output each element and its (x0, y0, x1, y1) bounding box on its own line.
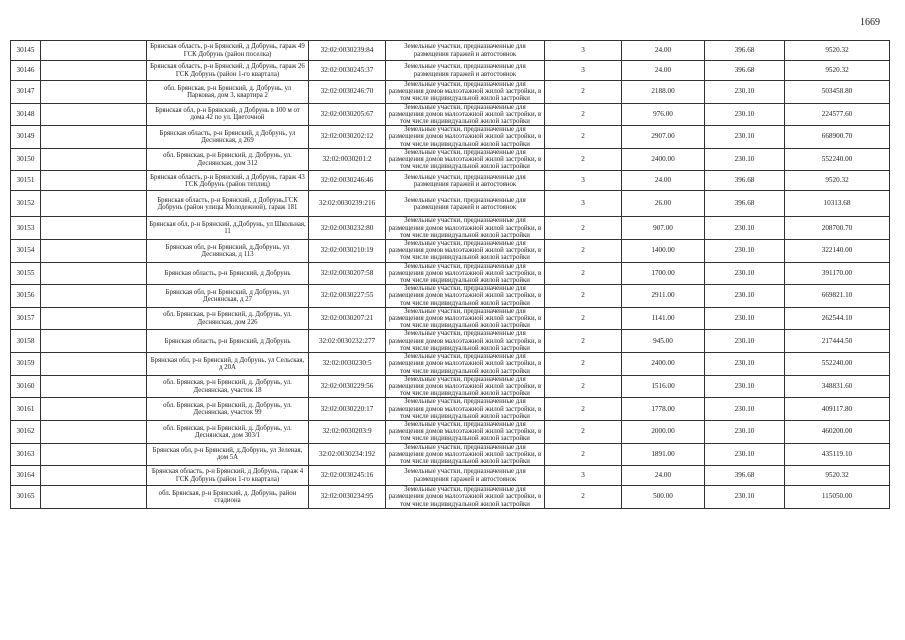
land-use-cell: Земельные участки, предназначенные для размещения домов малоэтажной жилой застройки, в том числе индивидуальной жилой застройки (386, 443, 545, 466)
spacer-cell (41, 41, 147, 61)
group-number-cell: 3 (545, 41, 622, 61)
cadastral-number-cell: 32:02:0030207:21 (309, 307, 386, 330)
group-number-cell: 2 (545, 217, 622, 240)
cadastral-number-cell: 32:02:0030220:17 (309, 398, 386, 421)
spacer-cell (41, 420, 147, 443)
spacer-cell (41, 262, 147, 285)
specific-value-cell: 230.10 (705, 443, 785, 466)
cadastral-value-cell: 217444.50 (785, 330, 890, 353)
area-cell: 1141.00 (622, 307, 705, 330)
cadastral-value-cell: 9520.32 (785, 171, 890, 191)
spacer-cell (41, 486, 147, 509)
spacer-cell (41, 375, 147, 398)
address-cell: обл. Брянская, р-н Брянский, д. Добрунь, ул. Деснянская, дом 312 (147, 148, 309, 171)
table-row (11, 262, 890, 285)
group-number-cell: 3 (545, 191, 622, 217)
land-use-cell: Земельные участки, предназначенные для размещения домов малоэтажной жилой застройки, в том числе индивидуальной жилой застройки (386, 217, 545, 240)
row-number-cell: 30151 (11, 171, 41, 191)
area-cell: 1778.00 (622, 398, 705, 421)
address-cell: Брянская область, р-н Брянский, д Добрунь, гараж 43 ГСК Добрунь (район теплиц) (147, 171, 309, 191)
specific-value-cell: 396.68 (705, 191, 785, 217)
specific-value-cell: 230.10 (705, 285, 785, 308)
cadastral-number-cell: 32:02:0030205:67 (309, 103, 386, 126)
land-use-cell: Земельные участки, предназначенные для размещения домов малоэтажной жилой застройки, в том числе индивидуальной жилой застройки (386, 148, 545, 171)
address-cell: обл. Брянская, р-н Брянский, д. Добрунь, ул. Деснянская, дом 226 (147, 307, 309, 330)
cadastral-number-cell: 32:02:0030201:2 (309, 148, 386, 171)
specific-value-cell: 230.10 (705, 262, 785, 285)
spacer-cell (41, 103, 147, 126)
area-cell: 24.00 (622, 61, 705, 81)
row-number-cell: 30160 (11, 375, 41, 398)
table-row (11, 398, 890, 421)
cadastral-number-cell: 32:02:0030239:84 (309, 41, 386, 61)
cadastral-value-cell: 552240.00 (785, 353, 890, 376)
cadastral-value-cell: 669821.10 (785, 285, 890, 308)
land-use-cell: Земельные участки, предназначенные для размещения домов малоэтажной жилой застройки, в том числе индивидуальной жилой застройки (386, 398, 545, 421)
group-number-cell: 2 (545, 285, 622, 308)
cadastral-value-cell: 262544.10 (785, 307, 890, 330)
cadastral-number-cell: 32:02:0030232:80 (309, 217, 386, 240)
land-use-cell: Земельные участки, предназначенные для размещения домов малоэтажной жилой застройки, в том числе индивидуальной жилой застройки (386, 307, 545, 330)
spacer-cell (41, 126, 147, 149)
area-cell: 2188.00 (622, 81, 705, 104)
specific-value-cell: 230.10 (705, 148, 785, 171)
spacer-cell (41, 217, 147, 240)
address-cell: обл. Брянская, р-н Брянский, д. Добрунь, ул. Деснянская, участок 18 (147, 375, 309, 398)
cadastral-number-cell: 32:02:0030210:19 (309, 240, 386, 263)
specific-value-cell: 396.68 (705, 41, 785, 61)
row-number-cell: 30156 (11, 285, 41, 308)
address-cell: Брянская область, р-н Брянский, д Добрунь, ул Деснянская, д 269 (147, 126, 309, 149)
specific-value-cell: 230.10 (705, 398, 785, 421)
area-cell: 2907.00 (622, 126, 705, 149)
area-cell: 1400.00 (622, 240, 705, 263)
area-cell: 24.00 (622, 41, 705, 61)
cadastral-number-cell: 32:02:0030229:56 (309, 375, 386, 398)
area-cell: 24.00 (622, 171, 705, 191)
group-number-cell: 2 (545, 330, 622, 353)
specific-value-cell: 230.10 (705, 217, 785, 240)
cadastral-value-cell: 115050.00 (785, 486, 890, 509)
area-cell: 1516.00 (622, 375, 705, 398)
specific-value-cell: 230.10 (705, 103, 785, 126)
cadastral-value-cell: 503458.80 (785, 81, 890, 104)
area-cell: 2911.00 (622, 285, 705, 308)
spacer-cell (41, 240, 147, 263)
table-row (11, 466, 890, 486)
area-cell: 945.00 (622, 330, 705, 353)
specific-value-cell: 230.10 (705, 486, 785, 509)
spacer-cell (41, 307, 147, 330)
cadastral-value-cell: 322140.00 (785, 240, 890, 263)
row-number-cell: 30159 (11, 353, 41, 376)
row-number-cell: 30158 (11, 330, 41, 353)
specific-value-cell: 230.10 (705, 330, 785, 353)
table-body (11, 41, 890, 509)
area-cell: 907.00 (622, 217, 705, 240)
land-use-cell: Земельные участки, предназначенные для размещения домов малоэтажной жилой застройки, в том числе индивидуальной жилой застройки (386, 81, 545, 104)
row-number-cell: 30161 (11, 398, 41, 421)
table-row (11, 240, 890, 263)
row-number-cell: 30162 (11, 420, 41, 443)
row-number-cell: 30153 (11, 217, 41, 240)
cadastral-value-cell: 435119.10 (785, 443, 890, 466)
table-row (11, 126, 890, 149)
address-cell: Брянская обл, р-н Брянский, д Добрунь, ул Сельская, д 20А (147, 353, 309, 376)
land-use-cell: Земельные участки, предназначенные для размещения гаражей и автостоянок (386, 191, 545, 217)
table-row (11, 148, 890, 171)
land-use-cell: Земельные участки, предназначенные для размещения домов малоэтажной жилой застройки, в том числе индивидуальной жилой застройки (386, 375, 545, 398)
table-row (11, 171, 890, 191)
cadastral-number-cell: 32:02:0030202:12 (309, 126, 386, 149)
cadastral-value-cell: 9520.32 (785, 41, 890, 61)
cadastral-number-cell: 32:02:0030227:55 (309, 285, 386, 308)
row-number-cell: 30152 (11, 191, 41, 217)
area-cell: 976.00 (622, 103, 705, 126)
specific-value-cell: 230.10 (705, 353, 785, 376)
table-row (11, 41, 890, 61)
specific-value-cell: 230.10 (705, 420, 785, 443)
land-use-cell: Земельные участки, предназначенные для размещения гаражей и автостоянок (386, 466, 545, 486)
cadastral-value-cell: 409117.80 (785, 398, 890, 421)
table-row (11, 420, 890, 443)
specific-value-cell: 230.10 (705, 307, 785, 330)
specific-value-cell: 230.10 (705, 81, 785, 104)
spacer-cell (41, 81, 147, 104)
cadastral-number-cell: 32:02:0030246:46 (309, 171, 386, 191)
address-cell: Брянская обл, р-н Брянский, д Добрунь в 100 м от дома 42 по ул. Цветочной (147, 103, 309, 126)
cadastral-value-table (10, 40, 890, 509)
land-use-cell: Земельные участки, предназначенные для размещения домов малоэтажной жилой застройки, в том числе индивидуальной жилой застройки (386, 330, 545, 353)
area-cell: 2400.00 (622, 353, 705, 376)
cadastral-number-cell: 32:02:0030203:9 (309, 420, 386, 443)
row-number-cell: 30145 (11, 41, 41, 61)
cadastral-number-cell: 32:02:0030246:70 (309, 81, 386, 104)
cadastral-value-cell: 224577.60 (785, 103, 890, 126)
spacer-cell (41, 61, 147, 81)
row-number-cell: 30149 (11, 126, 41, 149)
cadastral-value-cell: 208700.70 (785, 217, 890, 240)
row-number-cell: 30154 (11, 240, 41, 263)
address-cell: обл. Брянская, р-н Брянский, д. Добрунь, ул. Деснянская, дом 303/1 (147, 420, 309, 443)
group-number-cell: 2 (545, 126, 622, 149)
address-cell: Брянская обл, р-н Брянский, д.Добрунь, ул Деснянская, д 113 (147, 240, 309, 263)
group-number-cell: 2 (545, 307, 622, 330)
group-number-cell: 3 (545, 61, 622, 81)
group-number-cell: 3 (545, 466, 622, 486)
cadastral-value-cell: 10313.68 (785, 191, 890, 217)
cadastral-value-cell: 9520.32 (785, 466, 890, 486)
cadastral-value-cell: 391170.00 (785, 262, 890, 285)
cadastral-number-cell: 32:02:0030245:16 (309, 466, 386, 486)
group-number-cell: 2 (545, 81, 622, 104)
table-row (11, 61, 890, 81)
page-number: 1669 (860, 17, 880, 28)
address-cell: обл. Брянская, р-н Брянский, д. Добрунь, ул. Деснянская, участок 99 (147, 398, 309, 421)
specific-value-cell: 230.10 (705, 126, 785, 149)
address-cell: Брянская обл, р-н Брянский, д.Добрунь, ул Зеленая, дом 5А (147, 443, 309, 466)
group-number-cell: 2 (545, 398, 622, 421)
spacer-cell (41, 353, 147, 376)
cadastral-value-cell: 552240.00 (785, 148, 890, 171)
table-row (11, 486, 890, 509)
address-cell: Брянская область, р-н Брянский, д Добрунь, гараж 26 ГСК Добрунь (район 1-го квартала) (147, 61, 309, 81)
land-use-cell: Земельные участки, предназначенные для размещения домов малоэтажной жилой застройки, в том числе индивидуальной жилой застройки (386, 126, 545, 149)
spacer-cell (41, 148, 147, 171)
specific-value-cell: 396.68 (705, 61, 785, 81)
table-row (11, 103, 890, 126)
address-cell: Брянская область, р-н Брянский, д Добрунь (147, 262, 309, 285)
cadastral-number-cell: 32:02:0030245:37 (309, 61, 386, 81)
address-cell: Брянская обл, р-н Брянский, д Добрунь, ул Деснянская, д 27 (147, 285, 309, 308)
land-use-cell: Земельные участки, предназначенные для размещения гаражей и автостоянок (386, 171, 545, 191)
row-number-cell: 30155 (11, 262, 41, 285)
group-number-cell: 2 (545, 148, 622, 171)
row-number-cell: 30148 (11, 103, 41, 126)
address-cell: Брянская область, р-н Брянский, д Добрунь, гараж 4 ГСК Добрунь (район 1-го квартала) (147, 466, 309, 486)
spacer-cell (41, 398, 147, 421)
cadastral-value-cell: 460200.00 (785, 420, 890, 443)
spacer-cell (41, 443, 147, 466)
row-number-cell: 30163 (11, 443, 41, 466)
table-row (11, 191, 890, 217)
table-row (11, 375, 890, 398)
table-row (11, 307, 890, 330)
group-number-cell: 2 (545, 375, 622, 398)
address-cell: Брянская область, р-н Брянский, д Добрунь,ГСК Добрунь (район улицы Молодежной), гараж 181 (147, 191, 309, 217)
address-cell: Брянская область, р-н Брянский, д Добрунь, гараж 49 ГСК Добрунь (район поселка) (147, 41, 309, 61)
cadastral-number-cell: 32:02:0030232:277 (309, 330, 386, 353)
address-cell: Брянская обл, р-н Брянский, д.Добрунь, ул Школьная, 11 (147, 217, 309, 240)
land-use-cell: Земельные участки, предназначенные для размещения домов малоэтажной жилой застройки, в том числе индивидуальной жилой застройки (386, 486, 545, 509)
group-number-cell: 2 (545, 353, 622, 376)
address-cell: Брянская область, р-н Брянский, д Добрунь (147, 330, 309, 353)
land-use-cell: Земельные участки, предназначенные для размещения домов малоэтажной жилой застройки, в том числе индивидуальной жилой застройки (386, 262, 545, 285)
row-number-cell: 30147 (11, 81, 41, 104)
specific-value-cell: 230.10 (705, 240, 785, 263)
land-use-cell: Земельные участки, предназначенные для размещения домов малоэтажной жилой застройки, в том числе индивидуальной жилой застройки (386, 103, 545, 126)
group-number-cell: 2 (545, 420, 622, 443)
cadastral-number-cell: 32:02:0030234:192 (309, 443, 386, 466)
area-cell: 1891.00 (622, 443, 705, 466)
group-number-cell: 2 (545, 486, 622, 509)
specific-value-cell: 396.68 (705, 466, 785, 486)
group-number-cell: 2 (545, 262, 622, 285)
cadastral-value-cell: 9520.32 (785, 61, 890, 81)
land-use-cell: Земельные участки, предназначенные для размещения гаражей и автостоянок (386, 61, 545, 81)
group-number-cell: 2 (545, 240, 622, 263)
row-number-cell: 30164 (11, 466, 41, 486)
spacer-cell (41, 171, 147, 191)
area-cell: 500.00 (622, 486, 705, 509)
spacer-cell (41, 330, 147, 353)
cadastral-number-cell: 32:02:0030239:216 (309, 191, 386, 217)
cadastral-value-cell: 668900.70 (785, 126, 890, 149)
area-cell: 24.00 (622, 466, 705, 486)
row-number-cell: 30150 (11, 148, 41, 171)
cadastral-number-cell: 32:02:0030234:95 (309, 486, 386, 509)
area-cell: 2000.00 (622, 420, 705, 443)
area-cell: 1700.00 (622, 262, 705, 285)
row-number-cell: 30146 (11, 61, 41, 81)
address-cell: обл. Брянская, р-н Брянский, д. Добрунь, район стадиона (147, 486, 309, 509)
spacer-cell (41, 191, 147, 217)
cadastral-value-cell: 348831.60 (785, 375, 890, 398)
group-number-cell: 2 (545, 103, 622, 126)
table-row (11, 443, 890, 466)
specific-value-cell: 396.68 (705, 171, 785, 191)
row-number-cell: 30165 (11, 486, 41, 509)
cadastral-number-cell: 32:02:0030230:5 (309, 353, 386, 376)
table-row (11, 330, 890, 353)
land-use-cell: Земельные участки, предназначенные для размещения домов малоэтажной жилой застройки, в том числе индивидуальной жилой застройки (386, 420, 545, 443)
row-number-cell: 30157 (11, 307, 41, 330)
table-row (11, 285, 890, 308)
table-row (11, 353, 890, 376)
spacer-cell (41, 285, 147, 308)
table-row (11, 81, 890, 104)
land-use-cell: Земельные участки, предназначенные для размещения домов малоэтажной жилой застройки, в том числе индивидуальной жилой застройки (386, 285, 545, 308)
group-number-cell: 3 (545, 171, 622, 191)
table-row (11, 217, 890, 240)
spacer-cell (41, 466, 147, 486)
area-cell: 2400.00 (622, 148, 705, 171)
cadastral-number-cell: 32:02:0030207:58 (309, 262, 386, 285)
land-use-cell: Земельные участки, предназначенные для размещения домов малоэтажной жилой застройки, в том числе индивидуальной жилой застройки (386, 353, 545, 376)
land-use-cell: Земельные участки, предназначенные для размещения гаражей и автостоянок (386, 41, 545, 61)
land-use-cell: Земельные участки, предназначенные для размещения домов малоэтажной жилой застройки, в том числе индивидуальной жилой застройки (386, 240, 545, 263)
group-number-cell: 2 (545, 443, 622, 466)
address-cell: обл. Брянская, р-н Брянский, д. Добрунь, ул Парковая, дом 3, квартира 2 (147, 81, 309, 104)
area-cell: 26.00 (622, 191, 705, 217)
specific-value-cell: 230.10 (705, 375, 785, 398)
